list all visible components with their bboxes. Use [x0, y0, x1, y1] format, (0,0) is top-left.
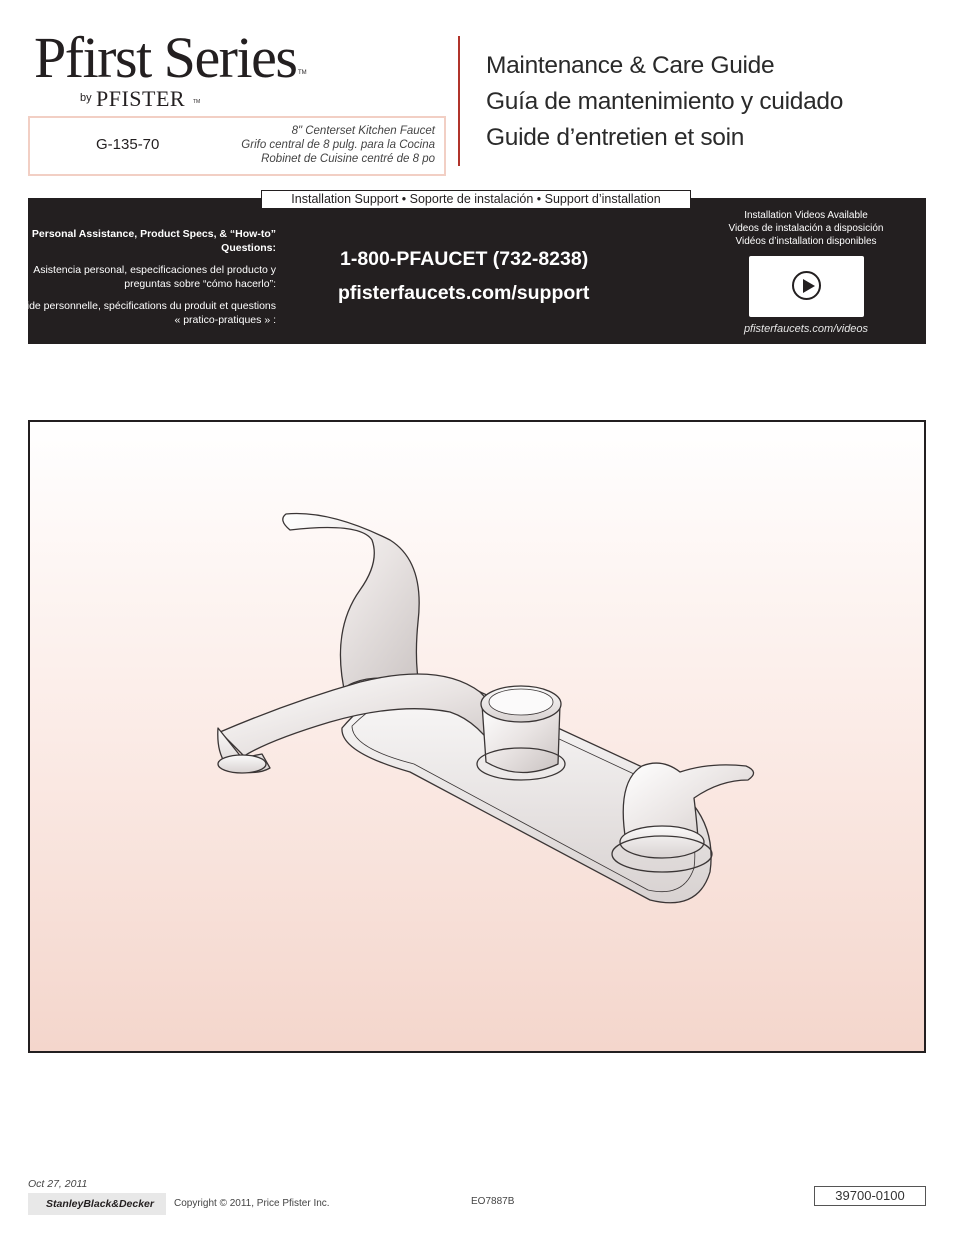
- support-tab-label: Installation Support • Soporte de instalación • Support d’installation: [261, 190, 691, 209]
- model-description: [241, 124, 435, 166]
- eo-code: EO7887B: [471, 1196, 515, 1207]
- product-image-frame: [28, 420, 926, 1053]
- model-description-en: 8" Centerset Kitchen Faucet: [291, 125, 435, 137]
- logo-series-text: Pfirst Series: [34, 25, 297, 90]
- play-triangle: [803, 279, 815, 293]
- assistance-english: Personal Assistance, Product Specs, & “How-to” Questions:: [31, 228, 276, 254]
- brand-logo: [30, 26, 320, 118]
- videos-available-en: Installation Videos Available: [744, 210, 868, 221]
- copyright-text: Copyright © 2011, Price Pfister Inc.: [174, 1198, 330, 1209]
- company-logo: StanleyBlack&Decker: [28, 1193, 166, 1215]
- guide-titles: [486, 48, 843, 156]
- videos-available-es: Videos de instalación a disposición: [728, 223, 884, 234]
- part-number-box: 39700-0100: [814, 1186, 926, 1206]
- logo-trademark: TM: [298, 70, 307, 76]
- footer-date: Oct 27, 2011: [28, 1178, 88, 1190]
- header-divider: [458, 36, 460, 166]
- model-description-es: Grifo central de 8 pulg. para la Cocina: [241, 139, 435, 151]
- faucet-icon: [30, 422, 924, 1051]
- play-icon: [792, 271, 821, 300]
- support-banner: [19, 198, 926, 344]
- logo-by-text: by: [80, 92, 92, 104]
- title-english: Maintenance & Care Guide: [486, 52, 775, 79]
- videos-url-link[interactable]: pfisterfaucets.com/videos: [743, 323, 869, 335]
- support-website-link[interactable]: pfisterfaucets.com/support: [338, 282, 590, 304]
- assistance-french: Aide personnelle, spécifications du produit et questions « pratico-pratiques » :: [19, 300, 276, 326]
- logo-brand-trademark: TM: [193, 99, 201, 105]
- model-info-box: [28, 116, 446, 176]
- logo-brand-text: PFISTER: [96, 86, 186, 111]
- title-french: Guide d’entretien et soin: [486, 124, 745, 151]
- model-description-fr: Robinet de Cuisine centré de 8 po: [261, 153, 435, 165]
- assistance-text: [16, 228, 276, 336]
- model-number: G-135-70: [96, 136, 160, 153]
- videos-available-text: [716, 209, 896, 248]
- support-phone-link[interactable]: 1-800-PFAUCET (732-8238): [340, 248, 589, 270]
- videos-available-fr: Vidéos d’installation disponibles: [735, 236, 877, 247]
- title-spanish: Guía de mantenimiento y cuidado: [486, 88, 844, 115]
- assistance-spanish: Asistencia personal, especificaciones del producto y preguntas sobre “cómo hacerlo”:: [33, 264, 276, 290]
- video-play-button[interactable]: [749, 256, 864, 317]
